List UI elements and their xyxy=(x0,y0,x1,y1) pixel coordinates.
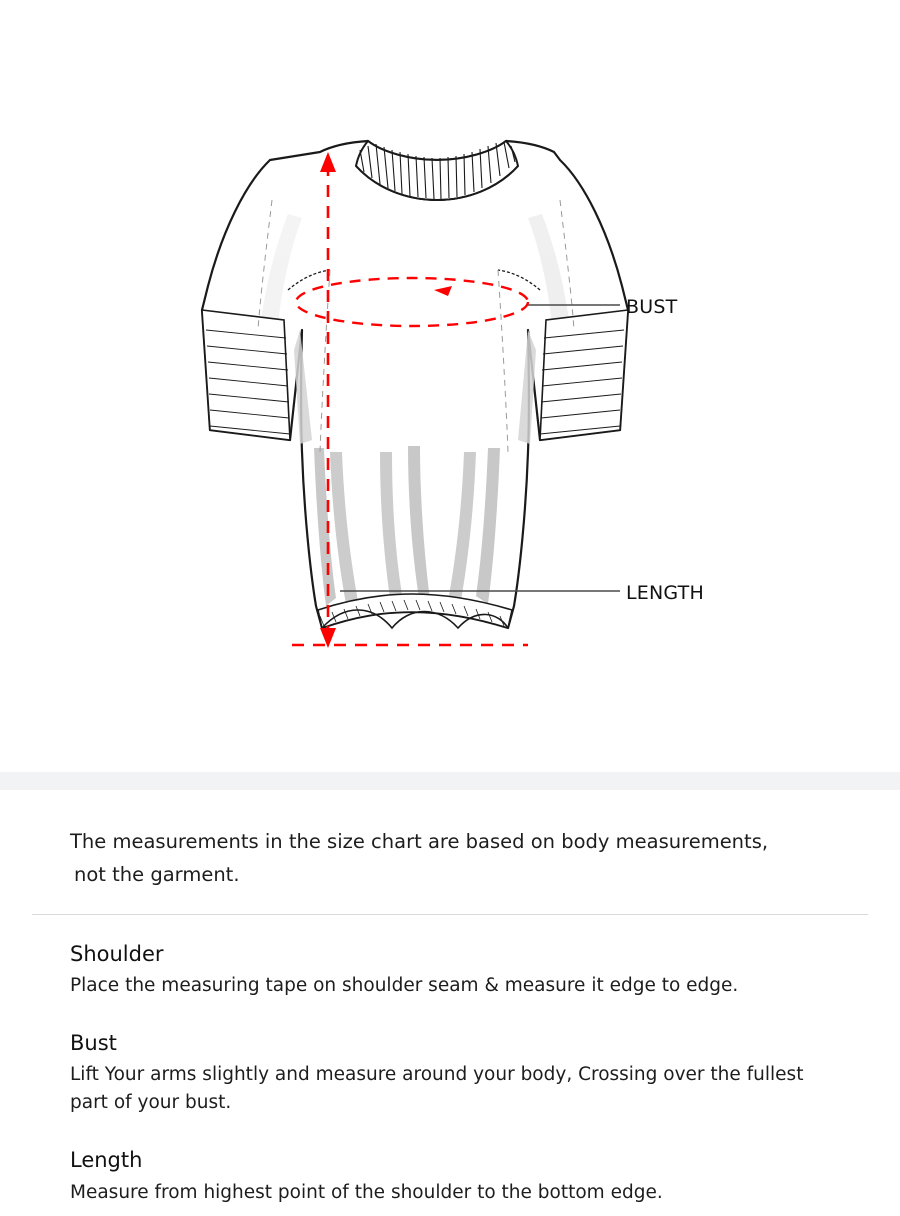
section-divider-band xyxy=(0,772,900,790)
section-title-bust: Bust xyxy=(70,1030,117,1055)
intro-line-2: not the garment. xyxy=(74,862,240,886)
callout-label-bust: BUST xyxy=(626,296,678,318)
section-body-length: Measure from highest point of the shoulder to the bottom edge. xyxy=(70,1181,663,1203)
callout-label-length: LENGTH xyxy=(626,582,704,604)
section-title-shoulder: Shoulder xyxy=(70,941,164,966)
section-length xyxy=(70,1147,830,1206)
measurement-instructions-panel xyxy=(0,790,900,1216)
horizontal-rule xyxy=(32,914,868,915)
section-bust xyxy=(70,1030,830,1118)
intro-line-1: The measurements in the size chart are based on body measurements, xyxy=(70,830,769,853)
section-body-shoulder: Place the measuring tape on shoulder seam & measure it edge to edge. xyxy=(70,974,739,996)
section-body-bust: Lift Your arms slightly and measure around your body, Crossing over the fullest part of your bust. xyxy=(70,1064,804,1114)
intro-text xyxy=(70,826,830,892)
section-title-length: Length xyxy=(70,1148,143,1173)
section-shoulder xyxy=(70,941,830,1000)
